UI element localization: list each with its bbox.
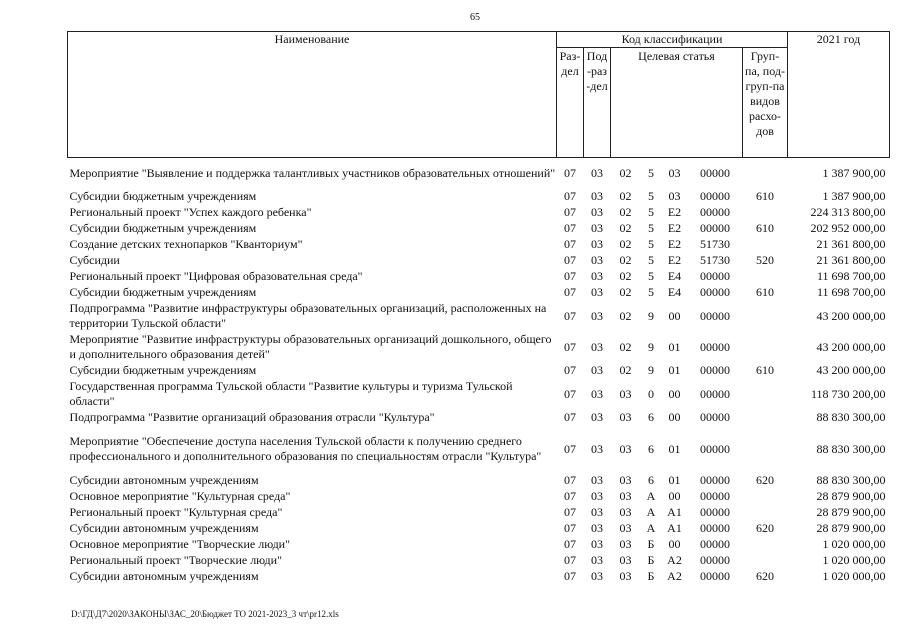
header-year: 2021 год bbox=[788, 32, 890, 158]
row-razdel: 07 bbox=[564, 537, 576, 551]
row-amount: 88 830 300,00 bbox=[816, 441, 886, 456]
row-name: Подпрограмма "Развитие организаций образования отрасли "Культура" bbox=[69, 409, 435, 424]
row-expense-group bbox=[743, 332, 788, 363]
row-target-direction: 00000 bbox=[700, 521, 730, 535]
row-amount: 11 698 700,00 bbox=[816, 269, 886, 283]
row-podrazdel: 03 bbox=[591, 339, 603, 354]
row-target-event: 00 bbox=[668, 537, 681, 551]
table-row bbox=[68, 205, 890, 221]
row-razdel: 07 bbox=[564, 386, 576, 401]
row-razdel: 07 bbox=[564, 253, 576, 267]
row-target-subprogram: 5 bbox=[648, 189, 654, 203]
row-target-program: 03 bbox=[619, 410, 632, 424]
row-podrazdel: 03 bbox=[591, 569, 603, 583]
row-name: Основное мероприятие "Культурная среда" bbox=[69, 488, 291, 503]
table-row bbox=[68, 489, 890, 505]
row-name: Региональный проект "Культурная среда" bbox=[69, 504, 283, 519]
header-group: Груп-па, под-груп-па видов расхо-дов bbox=[743, 48, 788, 158]
row-expense-group bbox=[743, 553, 788, 569]
table-row bbox=[68, 379, 890, 410]
row-razdel: 07 bbox=[564, 521, 576, 535]
row-target-program: 03 bbox=[619, 505, 632, 519]
row-podrazdel: 03 bbox=[591, 269, 603, 283]
row-target-program: 03 bbox=[619, 537, 632, 551]
row-podrazdel: 03 bbox=[591, 553, 603, 567]
row-target-subprogram: 5 bbox=[648, 165, 654, 180]
header-code-group: Код классификации bbox=[557, 32, 788, 48]
row-razdel: 07 bbox=[564, 473, 576, 487]
row-amount: 1 020 000,00 bbox=[822, 569, 886, 583]
row-amount: 21 361 800,00 bbox=[816, 253, 886, 267]
row-amount: 1 387 900,00 bbox=[822, 189, 886, 203]
row-name: Подпрограмма "Развитие инфраструктуры образовательных организаций, расположенных на территории Тульской области" bbox=[69, 300, 547, 330]
row-amount: 28 879 900,00 bbox=[816, 521, 886, 535]
row-expense-group bbox=[743, 426, 788, 473]
row-podrazdel: 03 bbox=[591, 441, 603, 456]
row-expense-group bbox=[743, 269, 788, 285]
row-razdel: 07 bbox=[564, 189, 576, 203]
row-podrazdel: 03 bbox=[591, 537, 603, 551]
row-target-direction: 51730 bbox=[700, 253, 730, 267]
row-target-event: E2 bbox=[667, 237, 682, 251]
row-target-event: 01 bbox=[668, 473, 681, 487]
row-target-direction: 00000 bbox=[700, 489, 730, 503]
table-row bbox=[68, 301, 890, 332]
row-podrazdel: 03 bbox=[591, 237, 603, 251]
row-target-direction: 00000 bbox=[700, 386, 730, 401]
row-razdel: 07 bbox=[564, 441, 576, 456]
table-row bbox=[68, 253, 890, 269]
row-expense-group bbox=[743, 505, 788, 521]
row-target-subprogram: 5 bbox=[648, 285, 654, 299]
row-amount: 1 020 000,00 bbox=[822, 553, 886, 567]
row-podrazdel: 03 bbox=[591, 363, 603, 377]
row-expense-group: 610 bbox=[756, 189, 774, 203]
row-target-program: 02 bbox=[619, 189, 632, 203]
row-target-direction: 00000 bbox=[700, 473, 730, 487]
row-target-event: А1 bbox=[667, 521, 682, 535]
row-expense-group: 610 bbox=[756, 363, 774, 377]
table-row bbox=[68, 269, 890, 285]
row-razdel: 07 bbox=[564, 569, 576, 583]
file-path-footer: D:\ГД\Д7\2020\ЗАКОНЫ\ЗАС_20\Бюджет ТО 2021-2023_3 чт\pr12.xls bbox=[71, 609, 339, 619]
header-podrazdel: Под-раз-дел bbox=[584, 48, 611, 158]
table-row bbox=[68, 553, 890, 569]
row-target-subprogram: 5 bbox=[648, 205, 654, 219]
row-target-event: 01 bbox=[668, 339, 681, 354]
row-podrazdel: 03 bbox=[591, 285, 603, 299]
table-row bbox=[68, 426, 890, 473]
row-podrazdel: 03 bbox=[591, 221, 603, 235]
row-target-direction: 00000 bbox=[700, 410, 730, 424]
row-target-subprogram: 9 bbox=[648, 308, 654, 323]
table-row bbox=[68, 221, 890, 237]
row-target-subprogram: 9 bbox=[648, 339, 654, 354]
row-razdel: 07 bbox=[564, 363, 576, 377]
header-razdel: Раз-дел bbox=[557, 48, 584, 158]
row-expense-group bbox=[743, 237, 788, 253]
row-razdel: 07 bbox=[564, 237, 576, 251]
row-target-program: 02 bbox=[619, 165, 632, 180]
row-podrazdel: 03 bbox=[591, 489, 603, 503]
table-row bbox=[68, 237, 890, 253]
row-target-direction: 00000 bbox=[700, 308, 730, 323]
row-razdel: 07 bbox=[564, 308, 576, 323]
row-target-direction: 00000 bbox=[700, 189, 730, 203]
row-name: Субсидии автономным учреждениям bbox=[69, 472, 259, 487]
row-name: Субсидии bbox=[69, 252, 120, 267]
row-name: Субсидии бюджетным учреждениям bbox=[69, 188, 257, 203]
row-target-direction: 00000 bbox=[700, 221, 730, 235]
page-number: 65 bbox=[470, 12, 480, 23]
row-target-event: А1 bbox=[667, 505, 682, 519]
row-podrazdel: 03 bbox=[591, 165, 603, 180]
row-razdel: 07 bbox=[564, 205, 576, 219]
row-name: Субсидии бюджетным учреждениям bbox=[69, 284, 257, 299]
row-amount: 43 200 000,00 bbox=[816, 363, 886, 377]
row-target-subprogram: А bbox=[646, 505, 656, 519]
row-expense-group bbox=[743, 205, 788, 221]
row-expense-group: 620 bbox=[756, 569, 774, 583]
row-name: Региональный проект "Цифровая образовательная среда" bbox=[69, 268, 363, 283]
row-podrazdel: 03 bbox=[591, 205, 603, 219]
row-amount: 21 361 800,00 bbox=[816, 237, 886, 251]
table-row bbox=[68, 189, 890, 205]
row-target-direction: 00000 bbox=[700, 569, 730, 583]
row-target-program: 02 bbox=[619, 205, 632, 219]
row-expense-group bbox=[743, 489, 788, 505]
row-target-program: 03 bbox=[619, 521, 632, 535]
row-name: Региональный проект "Творческие люди" bbox=[69, 552, 282, 567]
row-amount: 28 879 900,00 bbox=[816, 489, 886, 503]
row-name: Субсидии бюджетным учреждениям bbox=[69, 220, 257, 235]
row-target-event: E2 bbox=[667, 221, 682, 235]
row-expense-group bbox=[743, 410, 788, 426]
row-target-program: 02 bbox=[619, 269, 632, 283]
row-target-subprogram: А bbox=[646, 521, 656, 535]
row-target-program: 03 bbox=[619, 553, 632, 567]
row-razdel: 07 bbox=[564, 489, 576, 503]
row-target-direction: 00000 bbox=[700, 339, 730, 354]
row-target-program: 02 bbox=[619, 339, 632, 354]
row-expense-group bbox=[743, 301, 788, 332]
row-target-event: 03 bbox=[668, 165, 681, 180]
row-target-subprogram: 6 bbox=[648, 441, 654, 456]
row-target-subprogram: Б bbox=[647, 553, 655, 567]
row-target-program: 02 bbox=[619, 363, 632, 377]
table-row bbox=[68, 410, 890, 426]
row-target-event: 00 bbox=[668, 410, 681, 424]
row-amount: 118 730 200,00 bbox=[810, 386, 886, 401]
row-target-subprogram: 9 bbox=[648, 363, 654, 377]
row-target-event: 03 bbox=[668, 189, 681, 203]
row-expense-group bbox=[743, 537, 788, 553]
row-target-event: E2 bbox=[667, 205, 682, 219]
table-row bbox=[68, 158, 890, 189]
row-name: Мероприятие "Развитие инфраструктуры образовательных организаций дошкольного, общего и дополнительного образования детей" bbox=[69, 331, 552, 361]
row-amount: 1 387 900,00 bbox=[822, 165, 886, 180]
row-target-event: А2 bbox=[667, 553, 682, 567]
row-target-subprogram: Б bbox=[647, 537, 655, 551]
row-amount: 28 879 900,00 bbox=[816, 505, 886, 519]
row-target-subprogram: 0 bbox=[648, 386, 654, 401]
table-row bbox=[68, 505, 890, 521]
row-podrazdel: 03 bbox=[591, 521, 603, 535]
row-podrazdel: 03 bbox=[591, 410, 603, 424]
row-target-direction: 00000 bbox=[700, 441, 730, 456]
row-expense-group: 610 bbox=[756, 221, 774, 235]
row-amount: 88 830 300,00 bbox=[816, 410, 886, 424]
row-expense-group bbox=[743, 379, 788, 410]
row-razdel: 07 bbox=[564, 553, 576, 567]
row-target-subprogram: 5 bbox=[648, 237, 654, 251]
row-expense-group bbox=[743, 158, 788, 189]
row-target-event: 00 bbox=[668, 386, 681, 401]
row-amount: 202 952 000,00 bbox=[810, 221, 886, 235]
row-target-event: 01 bbox=[668, 441, 681, 456]
row-target-subprogram: 5 bbox=[648, 221, 654, 235]
table-row bbox=[68, 332, 890, 363]
row-razdel: 07 bbox=[564, 410, 576, 424]
row-expense-group: 620 bbox=[756, 473, 774, 487]
row-target-subprogram: 5 bbox=[648, 269, 654, 283]
row-target-program: 03 bbox=[619, 473, 632, 487]
row-target-subprogram: 6 bbox=[648, 410, 654, 424]
row-name: Региональный проект "Успех каждого ребенка" bbox=[69, 204, 312, 219]
row-target-direction: 00000 bbox=[700, 363, 730, 377]
row-target-subprogram: Б bbox=[647, 569, 655, 583]
table-row bbox=[68, 521, 890, 537]
row-amount: 1 020 000,00 bbox=[822, 537, 886, 551]
row-name: Субсидии автономным учреждениям bbox=[69, 520, 259, 535]
table-row bbox=[68, 473, 890, 489]
row-razdel: 07 bbox=[564, 285, 576, 299]
row-target-direction: 00000 bbox=[700, 537, 730, 551]
row-name: Создание детских технопарков "Кванториум" bbox=[69, 236, 303, 251]
row-target-program: 02 bbox=[619, 253, 632, 267]
row-name: Мероприятие "Обеспечение доступа населения Тульской области к получению среднего профессионального и дополнительного образования по специальностям отрасли "Культура" bbox=[69, 433, 542, 463]
row-razdel: 07 bbox=[564, 269, 576, 283]
row-amount: 224 313 800,00 bbox=[810, 205, 886, 219]
row-target-direction: 51730 bbox=[700, 237, 730, 251]
row-podrazdel: 03 bbox=[591, 189, 603, 203]
row-target-program: 02 bbox=[619, 308, 632, 323]
row-target-direction: 00000 bbox=[700, 505, 730, 519]
row-expense-group: 610 bbox=[756, 285, 774, 299]
row-name: Мероприятие "Выявление и поддержка талантливых участников образовательных отношений" bbox=[69, 165, 556, 180]
row-target-direction: 00000 bbox=[700, 553, 730, 567]
row-name: Субсидии бюджетным учреждениям bbox=[69, 362, 257, 377]
row-target-direction: 00000 bbox=[700, 205, 730, 219]
row-target-subprogram: 5 bbox=[648, 253, 654, 267]
row-razdel: 07 bbox=[564, 339, 576, 354]
row-name: Государственная программа Тульской области "Развитие культуры и туризма Тульской области" bbox=[69, 378, 513, 408]
row-expense-group: 520 bbox=[756, 253, 774, 267]
row-amount: 88 830 300,00 bbox=[816, 473, 886, 487]
header-target: Целевая статья bbox=[611, 48, 743, 158]
row-target-program: 02 bbox=[619, 237, 632, 251]
row-podrazdel: 03 bbox=[591, 308, 603, 323]
row-target-subprogram: А bbox=[646, 489, 656, 503]
row-target-program: 02 bbox=[619, 285, 632, 299]
row-target-program: 03 bbox=[619, 489, 632, 503]
row-target-program: 02 bbox=[619, 221, 632, 235]
row-expense-group: 620 bbox=[756, 521, 774, 535]
row-target-direction: 00000 bbox=[700, 165, 730, 180]
row-target-event: E4 bbox=[667, 285, 682, 299]
row-name: Основное мероприятие "Творческие люди" bbox=[69, 536, 290, 551]
row-amount: 11 698 700,00 bbox=[816, 285, 886, 299]
row-razdel: 07 bbox=[564, 165, 576, 180]
row-target-event: E4 bbox=[667, 269, 682, 283]
row-podrazdel: 03 bbox=[591, 253, 603, 267]
row-podrazdel: 03 bbox=[591, 473, 603, 487]
row-target-event: А2 bbox=[667, 569, 682, 583]
row-target-program: 03 bbox=[619, 569, 632, 583]
row-target-direction: 00000 bbox=[700, 285, 730, 299]
row-target-event: 01 bbox=[668, 363, 681, 377]
table-row bbox=[68, 537, 890, 553]
row-razdel: 07 bbox=[564, 505, 576, 519]
row-podrazdel: 03 bbox=[591, 505, 603, 519]
row-target-event: 00 bbox=[668, 489, 681, 503]
budget-table bbox=[67, 31, 890, 585]
row-razdel: 07 bbox=[564, 221, 576, 235]
header-name: Наименование bbox=[68, 32, 557, 158]
row-target-program: 03 bbox=[619, 441, 632, 456]
row-target-subprogram: 6 bbox=[648, 473, 654, 487]
row-name: Субсидии автономным учреждениям bbox=[69, 568, 259, 583]
row-target-event: E2 bbox=[667, 253, 682, 267]
table-row bbox=[68, 569, 890, 585]
row-target-direction: 00000 bbox=[700, 269, 730, 283]
row-podrazdel: 03 bbox=[591, 386, 603, 401]
row-amount: 43 200 000,00 bbox=[816, 308, 886, 323]
row-amount: 43 200 000,00 bbox=[816, 339, 886, 354]
table-row bbox=[68, 285, 890, 301]
table-row bbox=[68, 363, 890, 379]
row-target-program: 03 bbox=[619, 386, 632, 401]
row-target-event: 00 bbox=[668, 308, 681, 323]
